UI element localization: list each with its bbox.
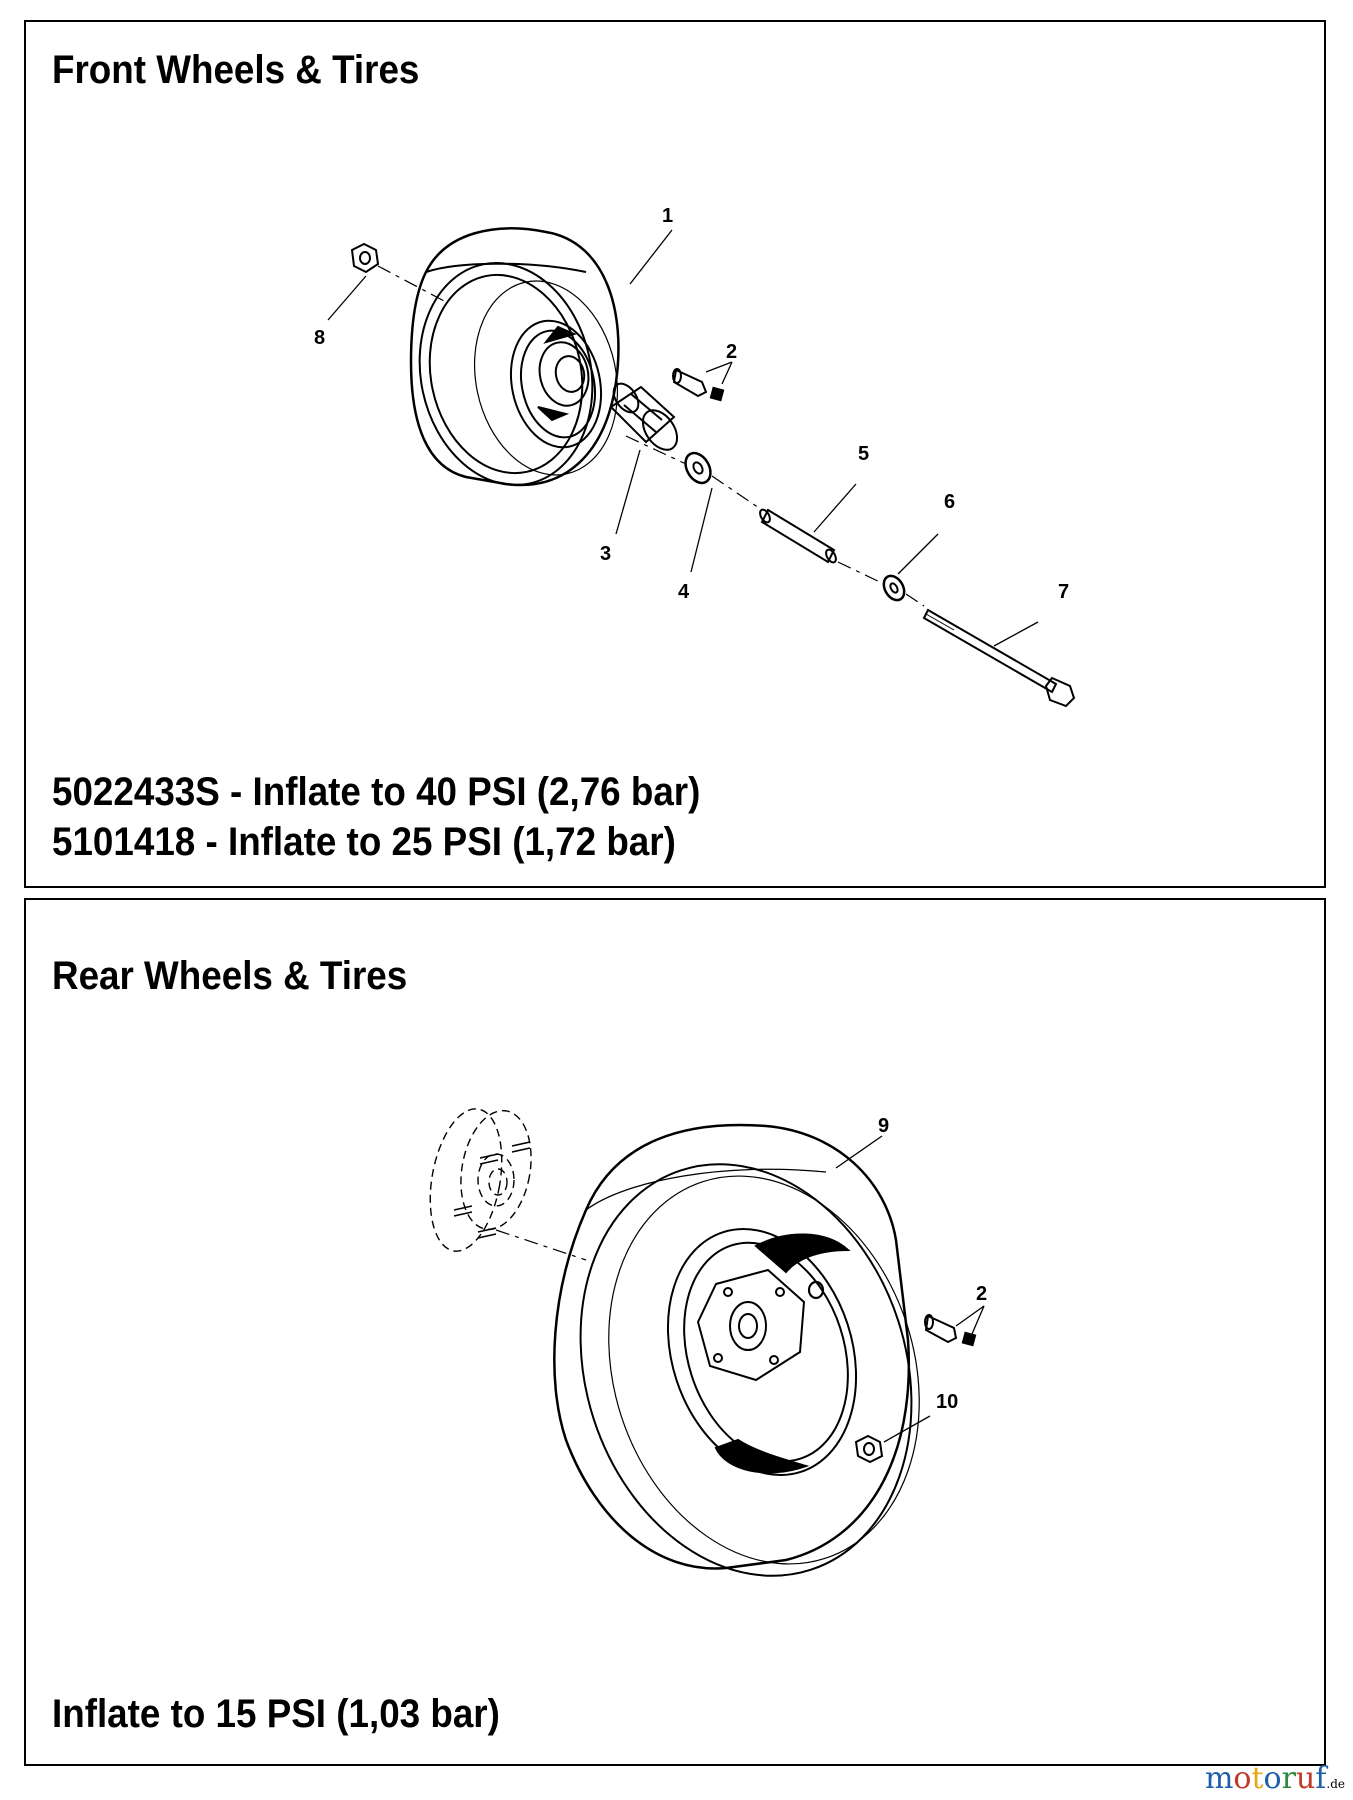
front-lock-nut bbox=[352, 244, 378, 272]
front-inflation-note-1: 5022433S - Inflate to 40 PSI (2,76 bar) bbox=[52, 770, 701, 814]
rear-panel-title: Rear Wheels & Tires bbox=[52, 954, 408, 998]
callout-5: 5 bbox=[858, 443, 870, 465]
front-washer-6 bbox=[880, 572, 909, 604]
front-axle-bolt bbox=[924, 610, 1074, 706]
callout-4: 4 bbox=[678, 581, 690, 603]
rear-wheel-exploded-diagram bbox=[26, 900, 1324, 1764]
callout-8: 8 bbox=[314, 327, 326, 349]
watermark-logo bbox=[1205, 1761, 1345, 1796]
front-panel-title: Front Wheels & Tires bbox=[52, 48, 420, 92]
front-valve-stem bbox=[673, 369, 723, 400]
rear-inflation-note: Inflate to 15 PSI (1,03 bar) bbox=[52, 1692, 500, 1736]
callout-10: 10 bbox=[936, 1391, 959, 1413]
callout-1: 1 bbox=[662, 205, 674, 227]
front-washer-4 bbox=[680, 449, 715, 488]
callout-6: 6 bbox=[944, 491, 956, 513]
callout-2-rear: 2 bbox=[976, 1283, 988, 1305]
rear-hub-studs bbox=[454, 1142, 530, 1238]
callout-2: 2 bbox=[726, 341, 738, 363]
rear-tire bbox=[529, 1121, 968, 1619]
watermark-suffix: .de bbox=[1326, 1777, 1345, 1791]
front-wheel-exploded-diagram bbox=[26, 22, 1324, 886]
front-tire bbox=[400, 228, 635, 501]
rear-wheels-panel bbox=[24, 898, 1326, 1766]
front-bearing bbox=[609, 379, 684, 456]
callout-9: 9 bbox=[878, 1115, 890, 1137]
rear-hub-phantom bbox=[420, 1103, 540, 1257]
rear-leader-lines bbox=[836, 1136, 984, 1442]
callout-7: 7 bbox=[1058, 581, 1070, 603]
rear-rim bbox=[637, 1204, 886, 1499]
callout-3: 3 bbox=[600, 543, 612, 565]
front-rim bbox=[500, 312, 613, 455]
front-spacer-tube bbox=[758, 508, 838, 564]
front-inflation-note-2: 5101418 - Inflate to 25 PSI (1,72 bar) bbox=[52, 820, 676, 864]
front-wheels-panel bbox=[24, 20, 1326, 888]
rear-lug-nut bbox=[856, 1436, 882, 1462]
rear-valve-stem bbox=[925, 1315, 975, 1345]
watermark-text: motoruf bbox=[1204, 1761, 1327, 1796]
